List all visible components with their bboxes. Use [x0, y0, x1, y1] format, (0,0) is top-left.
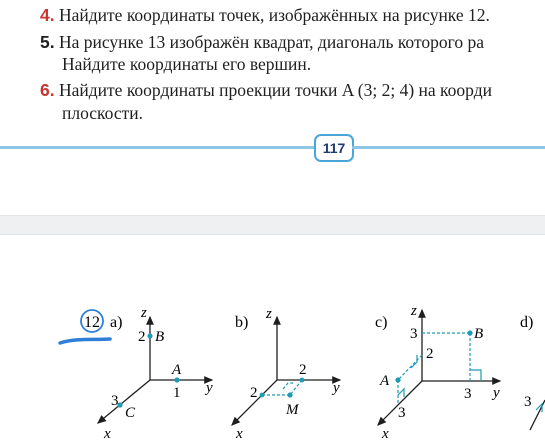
- part-b-label-m: M: [286, 402, 299, 418]
- part-d-tick-3: 3: [524, 394, 532, 410]
- part-b-tick-point-x: [260, 393, 265, 398]
- pen-underline: [60, 339, 110, 343]
- part-b-tick-2-y: 2: [299, 362, 307, 378]
- figure-12: [0, 240, 545, 445]
- part-a-tick-3: 3: [111, 393, 119, 409]
- part-b-x-label: x: [236, 426, 243, 442]
- part-c-tick-2-z: 2: [426, 346, 434, 362]
- part-d-x-axis: [530, 400, 545, 430]
- page-rule-left: [0, 146, 314, 149]
- figure-number: 12: [84, 314, 100, 331]
- part-c-tick-3-z: 3: [410, 326, 418, 342]
- part-b-point-m: [287, 392, 292, 397]
- part-a-label: a): [110, 314, 123, 331]
- part-c-tick-3-x: 3: [398, 405, 406, 421]
- part-b-y-label: y: [333, 380, 340, 396]
- part-b-z-label: z: [266, 306, 272, 322]
- page-gap-band: [0, 215, 545, 235]
- part-c-label-a: A: [380, 373, 390, 389]
- part-a-x-label: x: [104, 426, 111, 442]
- page-number-badge: 117: [314, 134, 354, 162]
- part-c-y-label: y: [493, 385, 500, 401]
- part-c-point-b: [467, 330, 472, 335]
- part-c-z-label: z: [411, 303, 417, 319]
- part-c-point-a: [395, 377, 400, 382]
- part-a-label-b: B: [155, 329, 165, 345]
- problem-5-text-line2: Найдите координаты его вершин.: [62, 54, 312, 74]
- part-b-tick-point-y: [300, 378, 305, 383]
- part-a-point-a: [174, 377, 179, 382]
- part-d-axes: [530, 400, 545, 430]
- problem-4: [40, 4, 490, 26]
- part-b-tick-2-x: 2: [250, 385, 258, 401]
- part-a-x-axis: [98, 380, 150, 423]
- problem-5: [40, 31, 484, 53]
- part-a-z-label: z: [141, 305, 147, 321]
- part-c-x-label: x: [382, 426, 389, 442]
- part-d-label: d): [520, 314, 534, 331]
- part-a-tick-2: 2: [138, 329, 146, 345]
- problem-5-number: 5.: [40, 32, 55, 52]
- part-b-dashed-lines: [262, 380, 302, 395]
- problem-6-text-line2: плоскости.: [62, 103, 144, 123]
- part-a-tick-1: 1: [173, 385, 181, 401]
- part-c-tick-3-y: 3: [464, 386, 472, 402]
- problem-6-number: 6.: [40, 80, 55, 100]
- part-a-y-label: y: [206, 380, 213, 396]
- problem-6: [40, 79, 492, 101]
- problem-4-number: 4.: [40, 5, 55, 25]
- part-b-label: b): [235, 314, 249, 331]
- part-a-label-c: C: [125, 405, 136, 421]
- part-c-label-b: B: [474, 326, 484, 342]
- page-rule-right: [352, 146, 545, 149]
- problem-6-text-line1: Найдите координаты проекции точки A (3; 2; 4) на коорди: [58, 80, 492, 100]
- problem-5-text-line1: На рисунке 13 изображён квадрат, диагональ которого ра: [58, 32, 485, 52]
- part-a-label-a: A: [172, 362, 182, 378]
- problem-5-line2: [62, 53, 311, 75]
- problem-6-line2: [62, 102, 143, 124]
- part-c-label: c): [375, 314, 388, 331]
- part-a-point-b: [147, 333, 152, 338]
- problem-4-text: Найдите координаты точек, изображённых на рисунке 12.: [58, 5, 490, 25]
